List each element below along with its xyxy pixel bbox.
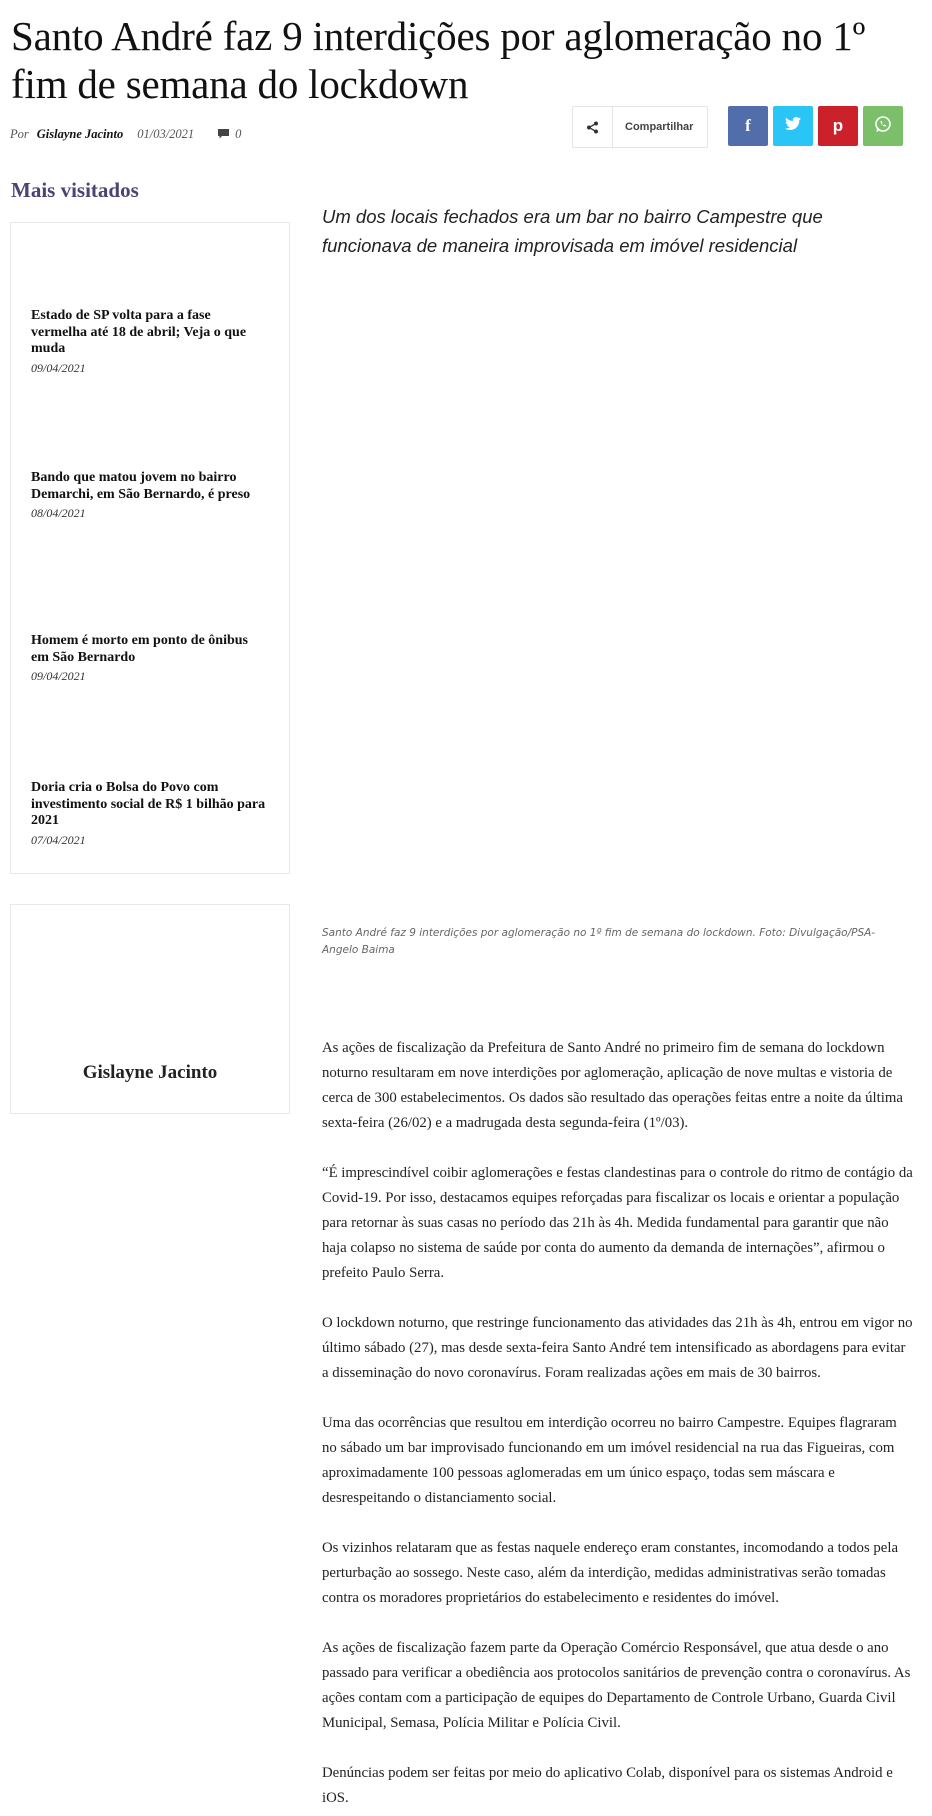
- article-date: 01/03/2021: [137, 126, 195, 141]
- article-paragraph: As ações de fiscalização da Prefeitura de Santo André no primeiro fim de semana do lockdown noturno resultaram em nove interdições por aglomeração, aplicação de nove multas e vistoria de cerca de 300 estabelecimentos. Os dados são resultado das operações feitas entre a noite da última sexta-feira (26/02) e a madrugada desta segunda-feira (1º/03).: [322, 1040, 903, 1131]
- article-title: Santo André faz 9 interdições por aglomeração no 1º fim de semana do lockdown: [11, 13, 866, 107]
- article-meta: [10, 126, 241, 142]
- popular-post-title[interactable]: Estado de SP volta para a fase vermelha até 18 de abril; Veja o que muda: [31, 308, 247, 356]
- article-paragraph: O lockdown noturno, que restringe funcionamento das atividades das 21h às 4h, entrou em vigor no último sábado (27), mas desde sexta-feira Santo André tem intensificado as abordagens para evitar a disseminação do novo coronavírus. Foram realizadas ações em mais de 30 bairros.: [322, 1315, 913, 1381]
- article-paragraph: Uma das ocorrências que resultou em interdição ocorreu no bairro Campestre. Equipes flagraram no sábado um bar improvisado funcionando em um imóvel residencial na rua das Figueiras, com aproximadamente 100 pessoas aglomeradas em um único espaço, todas sem máscara e desrespeitando o distanciamento social.: [322, 1415, 897, 1506]
- author-link[interactable]: Gislayne Jacinto: [36, 126, 124, 141]
- twitter-share-button[interactable]: [773, 106, 813, 146]
- popular-post-item[interactable]: [31, 470, 266, 521]
- share-icon: [573, 107, 613, 147]
- comment-count[interactable]: 0: [235, 126, 242, 141]
- article-paragraph: As ações de fiscalização fazem parte da Operação Comércio Responsável, que atua desde o ano passado para verificar a obediência aos protocolos sanitários de prevenção contra o coronavírus. As ações contam com a participação de equipes do Departamento de Controle Urbano, Guarda Civil Municipal, Semasa, Polícia Militar e Polícia Civil.: [322, 1640, 911, 1731]
- share-button[interactable]: [572, 106, 708, 148]
- article-paragraph: Denúncias podem ser feitas por meio do aplicativo Colab, disponível para os sistemas Android e iOS.: [322, 1765, 893, 1806]
- popular-post-date: 09/04/2021: [31, 360, 86, 375]
- popular-post-item[interactable]: [31, 780, 266, 848]
- popular-post-item[interactable]: [31, 633, 266, 684]
- whatsapp-share-button[interactable]: [863, 106, 903, 146]
- byline-prefix: Por: [10, 126, 29, 141]
- twitter-icon: [785, 117, 801, 135]
- pinterest-icon: p: [832, 116, 844, 135]
- popular-post-title[interactable]: Homem é morto em ponto de ônibus em São Bernardo: [31, 633, 248, 665]
- facebook-share-button[interactable]: [728, 106, 768, 146]
- sidebar-title: Mais visitados: [11, 178, 139, 202]
- whatsapp-icon: [874, 115, 892, 138]
- popular-post-title[interactable]: Doria cria o Bolsa do Povo com investimento social de R$ 1 bilhão para 2021: [31, 780, 266, 828]
- article-paragraph: “É imprescindível coibir aglomerações e festas clandestinas para o controle do ritmo de contágio da Covid-19. Por isso, destacamos equipes reforçadas para fiscalizar os locais e orientar a população para retornar às suas casas no período das 21h às 4h. Medida fundamental para garantir que não haja colapso no sistema de saúde por conta do aumento da demanda de internações”, afirmou o prefeito Paulo Serra.: [322, 1165, 913, 1281]
- comment-icon[interactable]: [218, 129, 229, 139]
- popular-post-date: 08/04/2021: [31, 506, 86, 520]
- author-box: [10, 904, 290, 1114]
- facebook-icon: f: [745, 116, 751, 135]
- article-subtitle: Um dos locais fechados era um bar no bairro Campestre que funcionava de maneira improvisada em imóvel residencial: [322, 206, 823, 256]
- pinterest-share-button[interactable]: [818, 106, 858, 146]
- article-paragraph: Os vizinhos relataram que as festas naquele endereço eram constantes, incomodando a todos pela perturbação ao sossego. Neste caso, além da interdição, medidas administrativas serão tomadas contra os moradores proprietários do estabelecimento e residentes do imóvel.: [322, 1540, 899, 1606]
- share-label: Compartilhar: [625, 121, 694, 133]
- author-box-name[interactable]: Gislayne Jacinto: [82, 1062, 218, 1083]
- popular-post-item[interactable]: [31, 308, 266, 376]
- popular-posts-box: [10, 222, 290, 874]
- popular-post-date: 09/04/2021: [31, 669, 86, 683]
- popular-post-date: 07/04/2021: [31, 832, 86, 847]
- popular-post-title[interactable]: Bando que matou jovem no bairro Demarchi, em São Bernardo, é preso: [31, 470, 251, 502]
- image-caption: Santo André faz 9 interdições por aglomeração no 1º fim de semana do lockdown. Foto: Divulgação/PSA-Angelo Baima: [322, 927, 876, 956]
- article-body: [322, 1036, 914, 1816]
